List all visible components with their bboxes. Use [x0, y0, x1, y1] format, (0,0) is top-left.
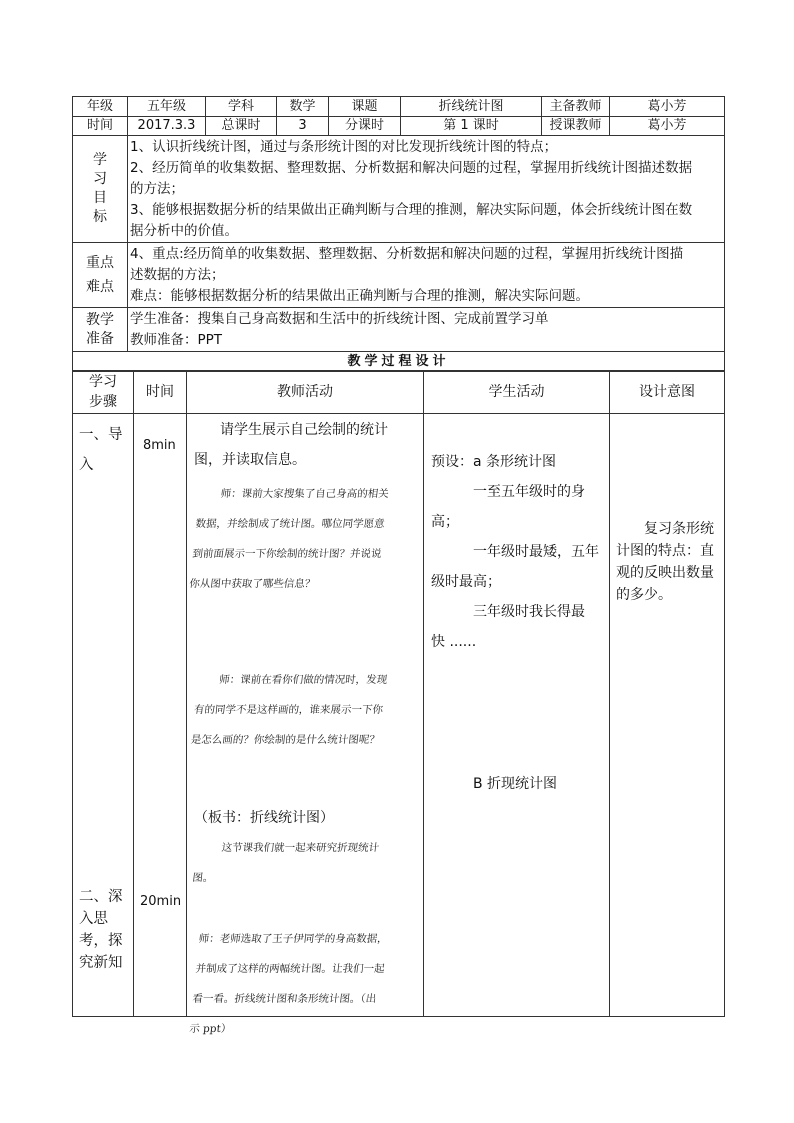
teaching-process-table	[72, 370, 725, 1035]
teaching-teacher-value: 葛小芳	[610, 117, 725, 136]
design-intent-text	[616, 518, 722, 606]
date-label: 时间	[73, 117, 128, 136]
stage1-step	[79, 424, 123, 476]
student-line: 预设：a 条形统计图	[431, 454, 557, 470]
teacher-script-1	[188, 479, 427, 599]
student-line-b: B 折现统计图	[473, 776, 558, 792]
stage1-time: 8min	[143, 438, 176, 453]
lesson-info-table	[72, 96, 725, 372]
lead-teacher-value: 葛小芳	[610, 97, 725, 117]
grade-label: 年级	[73, 97, 128, 117]
student-activity-cell	[424, 414, 610, 1017]
teacher-script-line: 这节课我们就一起来研究折现统计	[220, 842, 380, 854]
header-teacher-activity: 教师活动	[187, 371, 424, 414]
key-point-line: 4、重点:经历简单的收集数据、整理数据、分析数据和解决问题的过程，掌握用折线统计图描	[130, 246, 684, 262]
objective-line: 据分析中的价值。	[130, 223, 238, 239]
steps-cell	[73, 414, 134, 1017]
teacher-script-line: 并制成了这样的两幅统计图。让我们一起	[194, 963, 386, 975]
preparation-line: 教师准备：PPT	[130, 332, 223, 348]
teacher-script-line: 你从图中获取了哪些信息？	[188, 578, 316, 590]
teacher-script-4	[188, 924, 429, 1044]
objectives-label-char: 标	[93, 209, 107, 225]
teacher-script-line: 师：课前在看你们做的情况时，发现	[218, 674, 388, 686]
teacher-script-line: 师：课前大家搜集了自己身高的相关	[220, 488, 390, 500]
total-periods-value: 3	[277, 117, 329, 136]
design-intent-cell	[610, 414, 725, 1017]
intent-line: 计图的特点：直	[616, 543, 714, 559]
key-point-line: 难点：能够根据数据分析的结果做出正确判断与合理的推测，解决实际问题。	[130, 288, 589, 304]
teacher-activity-cell	[187, 414, 424, 1035]
intent-line: 观的反映出数量	[616, 565, 714, 581]
key-points-text	[128, 243, 725, 308]
grade-value: 五年级	[128, 97, 206, 117]
time-cell	[134, 414, 187, 1017]
stage2-time: 20min	[140, 894, 182, 909]
section-title: 教学过程设计	[73, 352, 725, 372]
objective-line: 1、认识折线统计图，通过与条形统计图的对比发现折线统计图的特点；	[130, 139, 558, 155]
objectives-label-char: 学	[93, 152, 107, 168]
student-line: 三年级时我长得最	[473, 604, 585, 620]
teacher-intro-line: 请学生展示自己绘制的统计	[220, 422, 388, 438]
objective-line: 2、经历简单的收集数据、整理数据、分析数据和解决问题的过程，掌握用折线统计图描述数据	[130, 160, 693, 176]
topic-value: 折线统计图	[401, 97, 542, 117]
student-preset	[431, 447, 607, 657]
teacher-script-line: 图。	[191, 872, 215, 884]
objectives-label-char: 习	[93, 171, 107, 187]
key-point-line: 述数据的方法；	[130, 267, 225, 283]
objectives-text	[128, 136, 725, 243]
teaching-teacher-label: 授课教师	[542, 117, 610, 136]
intent-line: 的多少。	[616, 587, 672, 603]
sub-period-label: 分课时	[329, 117, 401, 136]
intent-line: 复习条形统	[644, 521, 714, 537]
preparation-label-line: 准备	[86, 330, 114, 347]
teacher-script-line: 到前面展示一下你绘制的统计图？并说说	[191, 548, 383, 560]
stage2-step-line: 究新知	[79, 955, 123, 971]
student-line: 级时最高；	[431, 574, 501, 590]
objectives-label-char: 目	[93, 190, 107, 206]
teacher-script-2	[189, 665, 424, 755]
header-steps-line: 学习	[89, 374, 117, 390]
preparation-text	[128, 308, 725, 352]
objective-line: 的方法；	[130, 181, 184, 197]
teacher-script-line: 师：老师选取了王子伊同学的身高数据，	[198, 933, 389, 945]
teacher-script-line: 看一看。折线统计图和条形统计图。（出	[191, 993, 377, 1005]
teacher-script-line: 示 ppt）	[188, 1023, 232, 1035]
board-note: （板书：折线统计图）	[194, 810, 334, 826]
student-line: 快 ......	[431, 634, 477, 650]
subject-label: 学科	[206, 97, 277, 117]
sub-period-value: 第 1 课时	[401, 117, 542, 136]
header-steps	[73, 371, 134, 414]
subject-value: 数学	[277, 97, 329, 117]
header-student-activity: 学生活动	[424, 371, 610, 414]
header-steps-line: 步骤	[89, 394, 117, 410]
date-value: 2017.3.3	[128, 117, 206, 136]
teacher-script-line: 数据，并绘制成了统计图。哪位同学愿意	[194, 518, 386, 530]
student-line: 高；	[431, 514, 459, 530]
objectives-label	[73, 136, 128, 243]
header-design-intent: 设计意图	[610, 371, 725, 414]
teacher-script-line: 是怎么画的？你绘制的是什么统计图呢？	[190, 734, 381, 746]
teacher-script-line: 有的同学不是这样画的，谁来展示一下你	[193, 704, 384, 716]
total-periods-label: 总课时	[206, 117, 277, 136]
student-line: 一至五年级时的身	[473, 484, 585, 500]
topic-label: 课题	[329, 97, 401, 117]
lead-teacher-label: 主备教师	[542, 97, 610, 117]
student-line: 一年级时最矮，五年	[473, 544, 599, 560]
stage1-step-line: 一、导	[79, 427, 123, 443]
preparation-label-line: 教学	[86, 311, 114, 328]
header-time: 时间	[134, 371, 187, 414]
stage2-step-line: 入思	[79, 911, 108, 927]
teacher-script-3	[191, 833, 423, 893]
stage2-step	[79, 886, 123, 974]
teacher-intro	[194, 415, 420, 475]
key-points-label-line: 重点	[86, 255, 114, 271]
stage2-step-line: 考，探	[79, 933, 123, 949]
objective-line: 3、能够根据数据分析的结果做出正确判断与合理的推测，解决实际问题，体会折线统计图在数	[130, 202, 693, 218]
stage1-step-line: 入	[79, 457, 94, 473]
key-points-label-line: 难点	[86, 279, 114, 295]
stage2-step-line: 二、深	[79, 889, 123, 905]
preparation-line: 学生准备：搜集自己身高数据和生活中的折线统计图、完成前置学习单	[130, 311, 549, 327]
key-points-label	[73, 243, 128, 308]
teacher-intro-line: 图，并读取信息。	[194, 452, 306, 468]
preparation-label	[73, 308, 128, 352]
